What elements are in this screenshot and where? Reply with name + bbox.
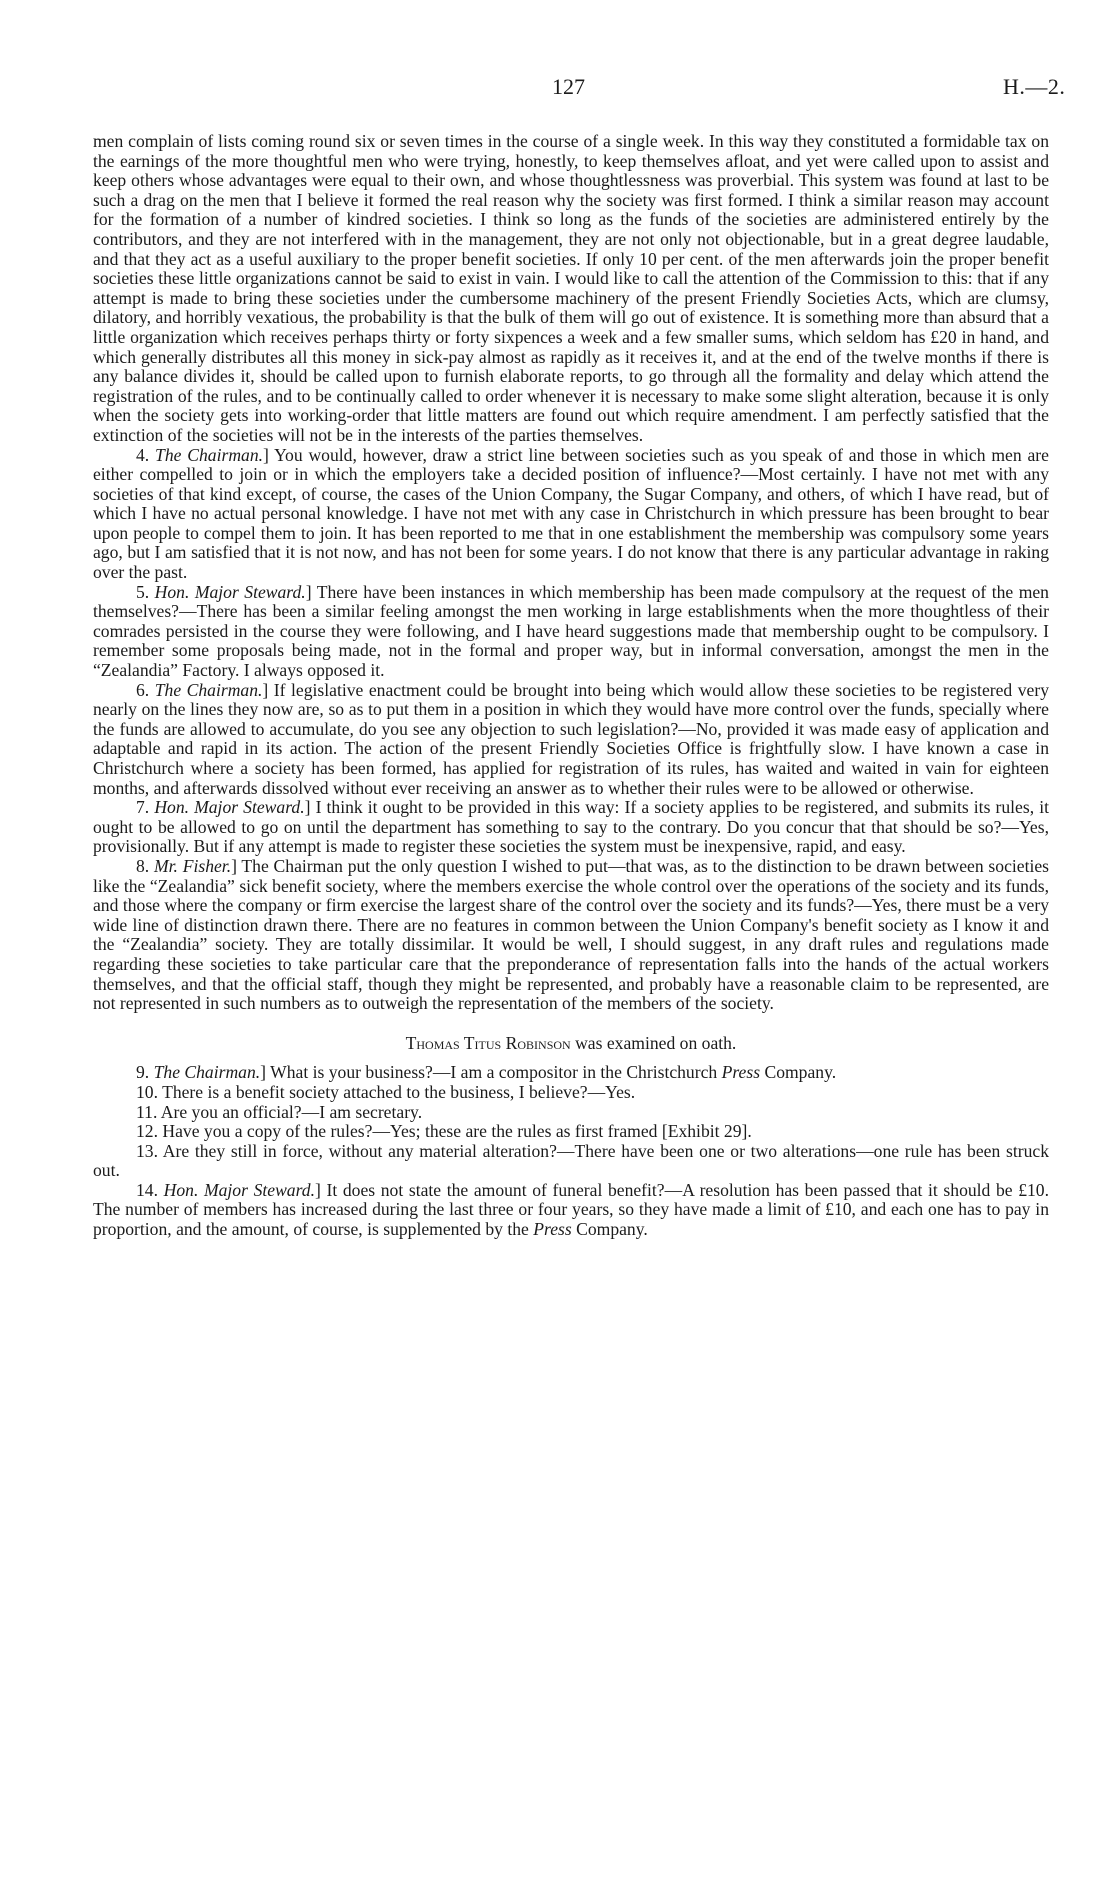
question-text: ] The Chairman put the only question I wished to put—that was, as to the distinction to be drawn between societies like the “Zealandia” sick benefit society, where the members exercise the whole control over the operations of the society and its funds, and those where the company or firm exercise the largest share of the control over the society and its funds?—Yes, there must be a very wide line of distinction drawn there. There are no features in common between the Union Company's benefit society as I know it and the “Zealandia” society. They are totally dissimilar. It would be well, I should suggest, in any draft rules and regulations made regarding these societies to take particular care that the preponderance of representation falls into the hands of the actual workers themselves, and that the official staff, though they might be represented, and probably have a reasonable claim to be represented, are not represented in such numbers as to outweigh the representation of the members of the society.: [93, 855, 1050, 1014]
question-14: [93, 1181, 1049, 1240]
document-reference: H.—2.: [1003, 74, 1066, 99]
speaker: The Chairman.: [154, 679, 263, 700]
question-8: [93, 857, 1049, 1014]
question-text: ] What is your business?—I am a compositor in the Christchurch: [260, 1062, 722, 1083]
question-12: 12. Have you a copy of the rules?—Yes; these are the rules as first framed [Exhibit 29].: [136, 1121, 752, 1142]
speaker: The Chairman.: [155, 444, 264, 465]
question-13: 13. Are they still in force, without any material alteration?—There have been one or two alterations—one rule has been struck out.: [93, 1140, 1049, 1181]
question-4: [93, 446, 1049, 583]
witness-heading: [93, 1034, 1049, 1054]
question-number: 5.: [136, 581, 150, 602]
question-number: 6.: [136, 679, 150, 700]
question-number: 8.: [136, 855, 150, 876]
speaker: The Chairman.: [153, 1062, 261, 1083]
question-number: 7.: [136, 797, 150, 818]
witness-text: was examined on oath.: [570, 1032, 737, 1053]
speaker: Mr. Fisher.: [153, 855, 232, 876]
witness-name: Thomas Titus Robinson: [405, 1032, 571, 1053]
press-name: Press: [533, 1219, 572, 1240]
question-text-end: Company.: [571, 1219, 648, 1240]
paragraph-continuation: men complain of lists coming round six or seven times in the course of a single week. In this way they constituted a formidable tax on the earnings of the more thoughtful men who were trying, honestly, to keep themselves afloat, and yet were called upon to assist and keep others whose advantages were equal to their own, and whose thoughtlessness was proverbial. This system was found at last to be such a drag on the men that I believe it formed the real reason why the society was first formed. I think a similar reason may account for the formation of a number of kindred societies. I think so long as the funds of the societies are administered entirely by the contributors, and they are not interfered with in the management, they are not only not objectionable, but in a great degree laudable, and that they act as a useful auxiliary to the proper benefit societies. If only 10 per cent. of the men afterwards join the proper benefit societies these little organizations cannot be said to exist in vain. I would like to call the attention of the Commission to this: that if any attempt is made to bring these societies under the cumbersome machinery of the present Friendly Societies Acts, which are clumsy, dilatory, and horribly vexatious, the probability is that the bulk of them will go out of existence. It is something more than absurd that a little organization which receives perhaps thirty or forty sixpences a week and a few smaller sums, which seldom has £20 in hand, and which generally distributes all this money in sick-pay almost as rapidly as it receives it, and at the end of the twelve months if there is any balance divides it, should be called upon to furnish elaborate reports, to go through all the formality and delay which attend the registration of the rules, and to be continually called to order whenever it is necessary to make some slight alteration, because it is only when the society gets into working-order that little matters are found out which require amendment. I am perfectly satisfied that the extinction of the societies will not be in the interests of the parties themselves.: [93, 131, 1049, 445]
question-number: 9.: [136, 1062, 150, 1083]
speaker: Hon. Major Steward.: [154, 797, 305, 818]
page-header: [0, 74, 1114, 104]
question-7: [93, 798, 1049, 857]
page-number: 127: [552, 74, 585, 99]
document-body: [93, 132, 1049, 1240]
question-6: [93, 681, 1049, 799]
question-text-end: Company.: [760, 1062, 837, 1083]
question-text: ] There have been instances in which membership has been made compulsory at the request of the men themselves?—There has been a similar feeling amongst the men working in large establishments when the more thoughtless of their comrades persisted in the course they were following, and I have heard suggestions made that membership ought to be compulsory. I remember some proposals being made, not in the formal and proper way, but in informal conversation, amongst the men in the “Zealandia” Factory. I always opposed it.: [93, 581, 1049, 681]
speaker: Hon. Major Steward.: [154, 581, 306, 602]
question-number: 14.: [136, 1179, 158, 1200]
question-text: ] It does not state the amount of funeral benefit?—A resolution has been passed that it should be £10. The number of members has increased during the last three or four years, so they have made a limit of £10, and each one has to pay in proportion, and the amount, of course, is supplemented by the: [93, 1179, 1049, 1240]
question-number: 4.: [136, 444, 150, 465]
press-name: Press: [721, 1062, 761, 1083]
question-text: ] You would, however, draw a strict line between societies such as you speak of and those in which men are either compelled to join or in which the employers take a decided position of influence?—Most certainly. I have not met with any societies of that kind except, of course, the cases of the Union Company, the Sugar Company, and others, of which I have read, but of which I have no actual personal knowledge. I have not met with any case in Christchurch in which pressure has been brought to bear upon people to compel them to join. It has been reported to me that in one establishment the membership was compulsory some years ago, but I am satisfied that it is not now, and has not been for some years. I do not know that there is any particular advantage in raking over the past.: [93, 444, 1049, 583]
question-11: 11. Are you an official?—I am secretary.: [136, 1101, 423, 1122]
question-5: [93, 583, 1049, 681]
speaker: Hon. Major Steward.: [163, 1179, 315, 1200]
question-text: ] I think it ought to be provided in this way: If a society applies to be registered, and submits its rules, it ought to be allowed to go on until the department has something to say to the contrary. Do you concur that that should be so?—Yes, provisionally. But if any attempt is made to register these societies the system must be inexpensive, rapid, and easy.: [93, 797, 1049, 857]
question-10: 10. There is a benefit society attached to the business, I believe?—Yes.: [136, 1081, 636, 1102]
question-9: [93, 1063, 1049, 1083]
question-text: ] If legislative enactment could be brought into being which would allow these societies to be registered very nearly on the lines they now are, so as to put them in a position in which they would have more control over the funds, specially where the funds are allowed to accumulate, do you see any objection to such legislation?—No, provided it was made easy of application and adaptable and rapid in its action. The action of the present Friendly Societies Office is frightfully slow. I have known a case in Christchurch where a society has been formed, has applied for registration of its rules, has waited and waited in vain for eighteen months, and afterwards dissolved without ever receiving an answer as to whether their rules were to be allowed or otherwise.: [93, 679, 1049, 798]
